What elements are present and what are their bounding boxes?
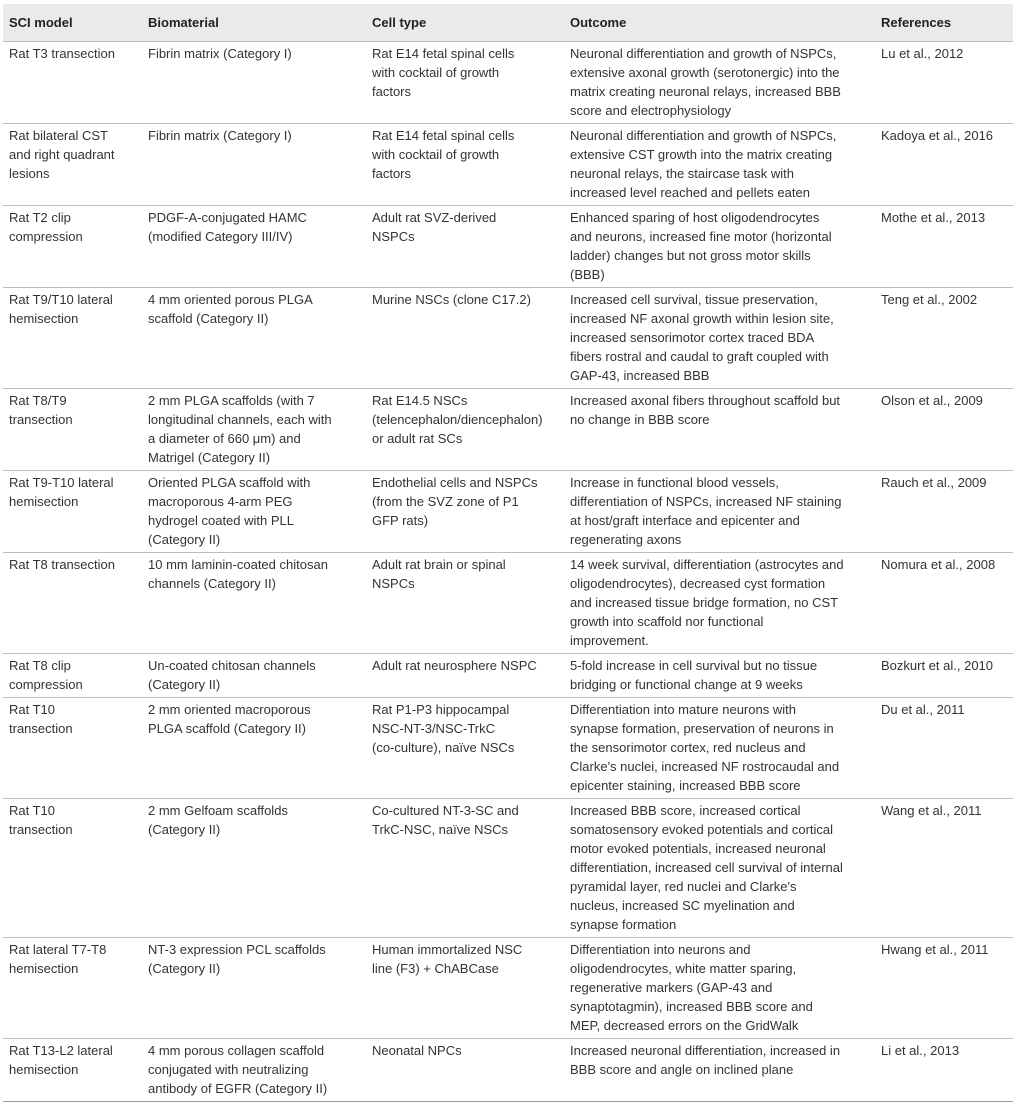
header-row	[3, 4, 1013, 42]
cell-sci-model: Rat T8/T9 transection	[3, 389, 142, 471]
table-row	[3, 124, 1013, 206]
cell-biomaterial: 2 mm PLGA scaffolds (with 7 longitudinal channels, each with a diameter of 660 μm) and Matrigel (Category II)	[142, 389, 366, 471]
cell-reference: Teng et al., 2002	[875, 288, 1013, 389]
cell-reference: Du et al., 2011	[875, 698, 1013, 799]
cell-cell-type: Human immortalized NSC line (F3) + ChABCase	[366, 938, 564, 1039]
table-row	[3, 553, 1013, 654]
sci-biomaterial-table	[3, 4, 1013, 1102]
header-biomaterial: Biomaterial	[148, 15, 219, 30]
cell-biomaterial: 4 mm oriented porous PLGA scaffold (Category II)	[142, 288, 366, 389]
cell-reference: Rauch et al., 2009	[875, 471, 1013, 553]
cell-outcome: Neuronal differentiation and growth of NSPCs, extensive CST growth into the matrix creating neuronal relays, the staircase task with increased level reached and pellets eaten	[564, 124, 875, 206]
cell-reference: Lu et al., 2012	[875, 42, 1013, 124]
table-row	[3, 471, 1013, 553]
header-cell-type: Cell type	[372, 15, 427, 30]
cell-reference: Olson et al., 2009	[875, 389, 1013, 471]
cell-sci-model: Rat T10 transection	[3, 799, 142, 938]
cell-cell-type: Rat E14 fetal spinal cells with cocktail of growth factors	[366, 124, 564, 206]
cell-reference: Bozkurt et al., 2010	[875, 654, 1013, 698]
cell-biomaterial: 2 mm oriented macroporous PLGA scaffold (Category II)	[142, 698, 366, 799]
cell-sci-model: Rat lateral T7-T8 hemisection	[3, 938, 142, 1039]
cell-cell-type: Murine NSCs (clone C17.2)	[366, 288, 564, 389]
cell-outcome: Increase in functional blood vessels, differentiation of NSPCs, increased NF staining at host/graft interface and epicenter and regenerating axons	[564, 471, 875, 553]
header-sci-model: SCI model	[9, 15, 73, 30]
table-row	[3, 799, 1013, 938]
cell-biomaterial: 4 mm porous collagen scaffold conjugated with neutralizing antibody of EGFR (Category II)	[142, 1039, 366, 1102]
cell-sci-model: Rat T10 transection	[3, 698, 142, 799]
table-body	[3, 42, 1013, 1102]
table-row	[3, 654, 1013, 698]
cell-outcome: Differentiation into neurons and oligodendrocytes, white matter sparing, regenerative markers (GAP-43 and synaptotagmin), increased BBB score and MEP, decreased errors on the GridWalk	[564, 938, 875, 1039]
cell-reference: Hwang et al., 2011	[875, 938, 1013, 1039]
header-outcome: Outcome	[570, 15, 627, 30]
table-row	[3, 1039, 1013, 1102]
cell-outcome: Enhanced sparing of host oligodendrocytes and neurons, increased fine motor (horizontal ladder) changes but not gross motor skills (BBB)	[564, 206, 875, 288]
cell-sci-model: Rat T9-T10 lateral hemisection	[3, 471, 142, 553]
cell-biomaterial: NT-3 expression PCL scaffolds (Category II)	[142, 938, 366, 1039]
cell-outcome: Neuronal differentiation and growth of NSPCs, extensive axonal growth (serotonergic) into the matrix creating neuronal relays, increased BBB score and electrophysiology	[564, 42, 875, 124]
cell-outcome: Increased cell survival, tissue preservation, increased NF axonal growth within lesion site, increased sensorimotor cortex traced BDA fibers rostral and caudal to graft coupled with GAP-43, increased BBB	[564, 288, 875, 389]
cell-sci-model: Rat T8 clip compression	[3, 654, 142, 698]
cell-reference: Kadoya et al., 2016	[875, 124, 1013, 206]
cell-outcome: Differentiation into mature neurons with synapse formation, preservation of neurons in the sensorimotor cortex, red nucleus and Clarke's nuclei, increased NF rostrocaudal and epicenter staining, increased BBB score	[564, 698, 875, 799]
cell-biomaterial: Un-coated chitosan channels (Category II)	[142, 654, 366, 698]
table-row	[3, 698, 1013, 799]
cell-biomaterial: 2 mm Gelfoam scaffolds (Category II)	[142, 799, 366, 938]
cell-cell-type: Rat E14 fetal spinal cells with cocktail of growth factors	[366, 42, 564, 124]
cell-sci-model: Rat bilateral CST and right quadrant lesions	[3, 124, 142, 206]
cell-biomaterial: PDGF-A-conjugated HAMC (modified Category III/IV)	[142, 206, 366, 288]
cell-cell-type: Co-cultured NT-3-SC and TrkC-NSC, naïve NSCs	[366, 799, 564, 938]
cell-outcome: Increased BBB score, increased cortical somatosensory evoked potentials and cortical motor evoked potentials, increased neuronal differentiation, increased cell survival of internal pyramidal layer, red nuclei and Clarke's nucleus, increased SC myelination and synapse formation	[564, 799, 875, 938]
cell-sci-model: Rat T13-L2 lateral hemisection	[3, 1039, 142, 1102]
cell-cell-type: Adult rat brain or spinal NSPCs	[366, 553, 564, 654]
cell-cell-type: Rat E14.5 NSCs (telencephalon/diencephalon) or adult rat SCs	[366, 389, 564, 471]
table-row	[3, 288, 1013, 389]
cell-cell-type: Endothelial cells and NSPCs (from the SVZ zone of P1 GFP rats)	[366, 471, 564, 553]
cell-outcome: 14 week survival, differentiation (astrocytes and oligodendrocytes), decreased cyst formation and increased tissue bridge formation, no CST growth into scaffold nor functional improvement.	[564, 553, 875, 654]
cell-cell-type: Adult rat SVZ-derived NSPCs	[366, 206, 564, 288]
cell-sci-model: Rat T8 transection	[3, 553, 142, 654]
cell-biomaterial: Oriented PLGA scaffold with macroporous 4-arm PEG hydrogel coated with PLL (Category II)	[142, 471, 366, 553]
table-row	[3, 389, 1013, 471]
cell-sci-model: Rat T3 transection	[3, 42, 142, 124]
table-row	[3, 206, 1013, 288]
header-references: References	[881, 15, 952, 30]
cell-cell-type: Rat P1-P3 hippocampal NSC-NT-3/NSC-TrkC (co-culture), naïve NSCs	[366, 698, 564, 799]
cell-cell-type: Adult rat neurosphere NSPC	[366, 654, 564, 698]
cell-sci-model: Rat T9/T10 lateral hemisection	[3, 288, 142, 389]
cell-reference: Wang et al., 2011	[875, 799, 1013, 938]
cell-outcome: Increased axonal fibers throughout scaffold but no change in BBB score	[564, 389, 875, 471]
cell-reference: Mothe et al., 2013	[875, 206, 1013, 288]
cell-cell-type: Neonatal NPCs	[366, 1039, 564, 1102]
cell-biomaterial: Fibrin matrix (Category I)	[142, 42, 366, 124]
table-row	[3, 42, 1013, 124]
cell-sci-model: Rat T2 clip compression	[3, 206, 142, 288]
cell-outcome: 5-fold increase in cell survival but no tissue bridging or functional change at 9 weeks	[564, 654, 875, 698]
cell-reference: Li et al., 2013	[875, 1039, 1013, 1102]
cell-biomaterial: Fibrin matrix (Category I)	[142, 124, 366, 206]
cell-outcome: Increased neuronal differentiation, increased in BBB score and angle on inclined plane	[564, 1039, 875, 1102]
cell-biomaterial: 10 mm laminin-coated chitosan channels (Category II)	[142, 553, 366, 654]
table-header	[3, 4, 1013, 42]
table-row	[3, 938, 1013, 1039]
cell-reference: Nomura et al., 2008	[875, 553, 1013, 654]
